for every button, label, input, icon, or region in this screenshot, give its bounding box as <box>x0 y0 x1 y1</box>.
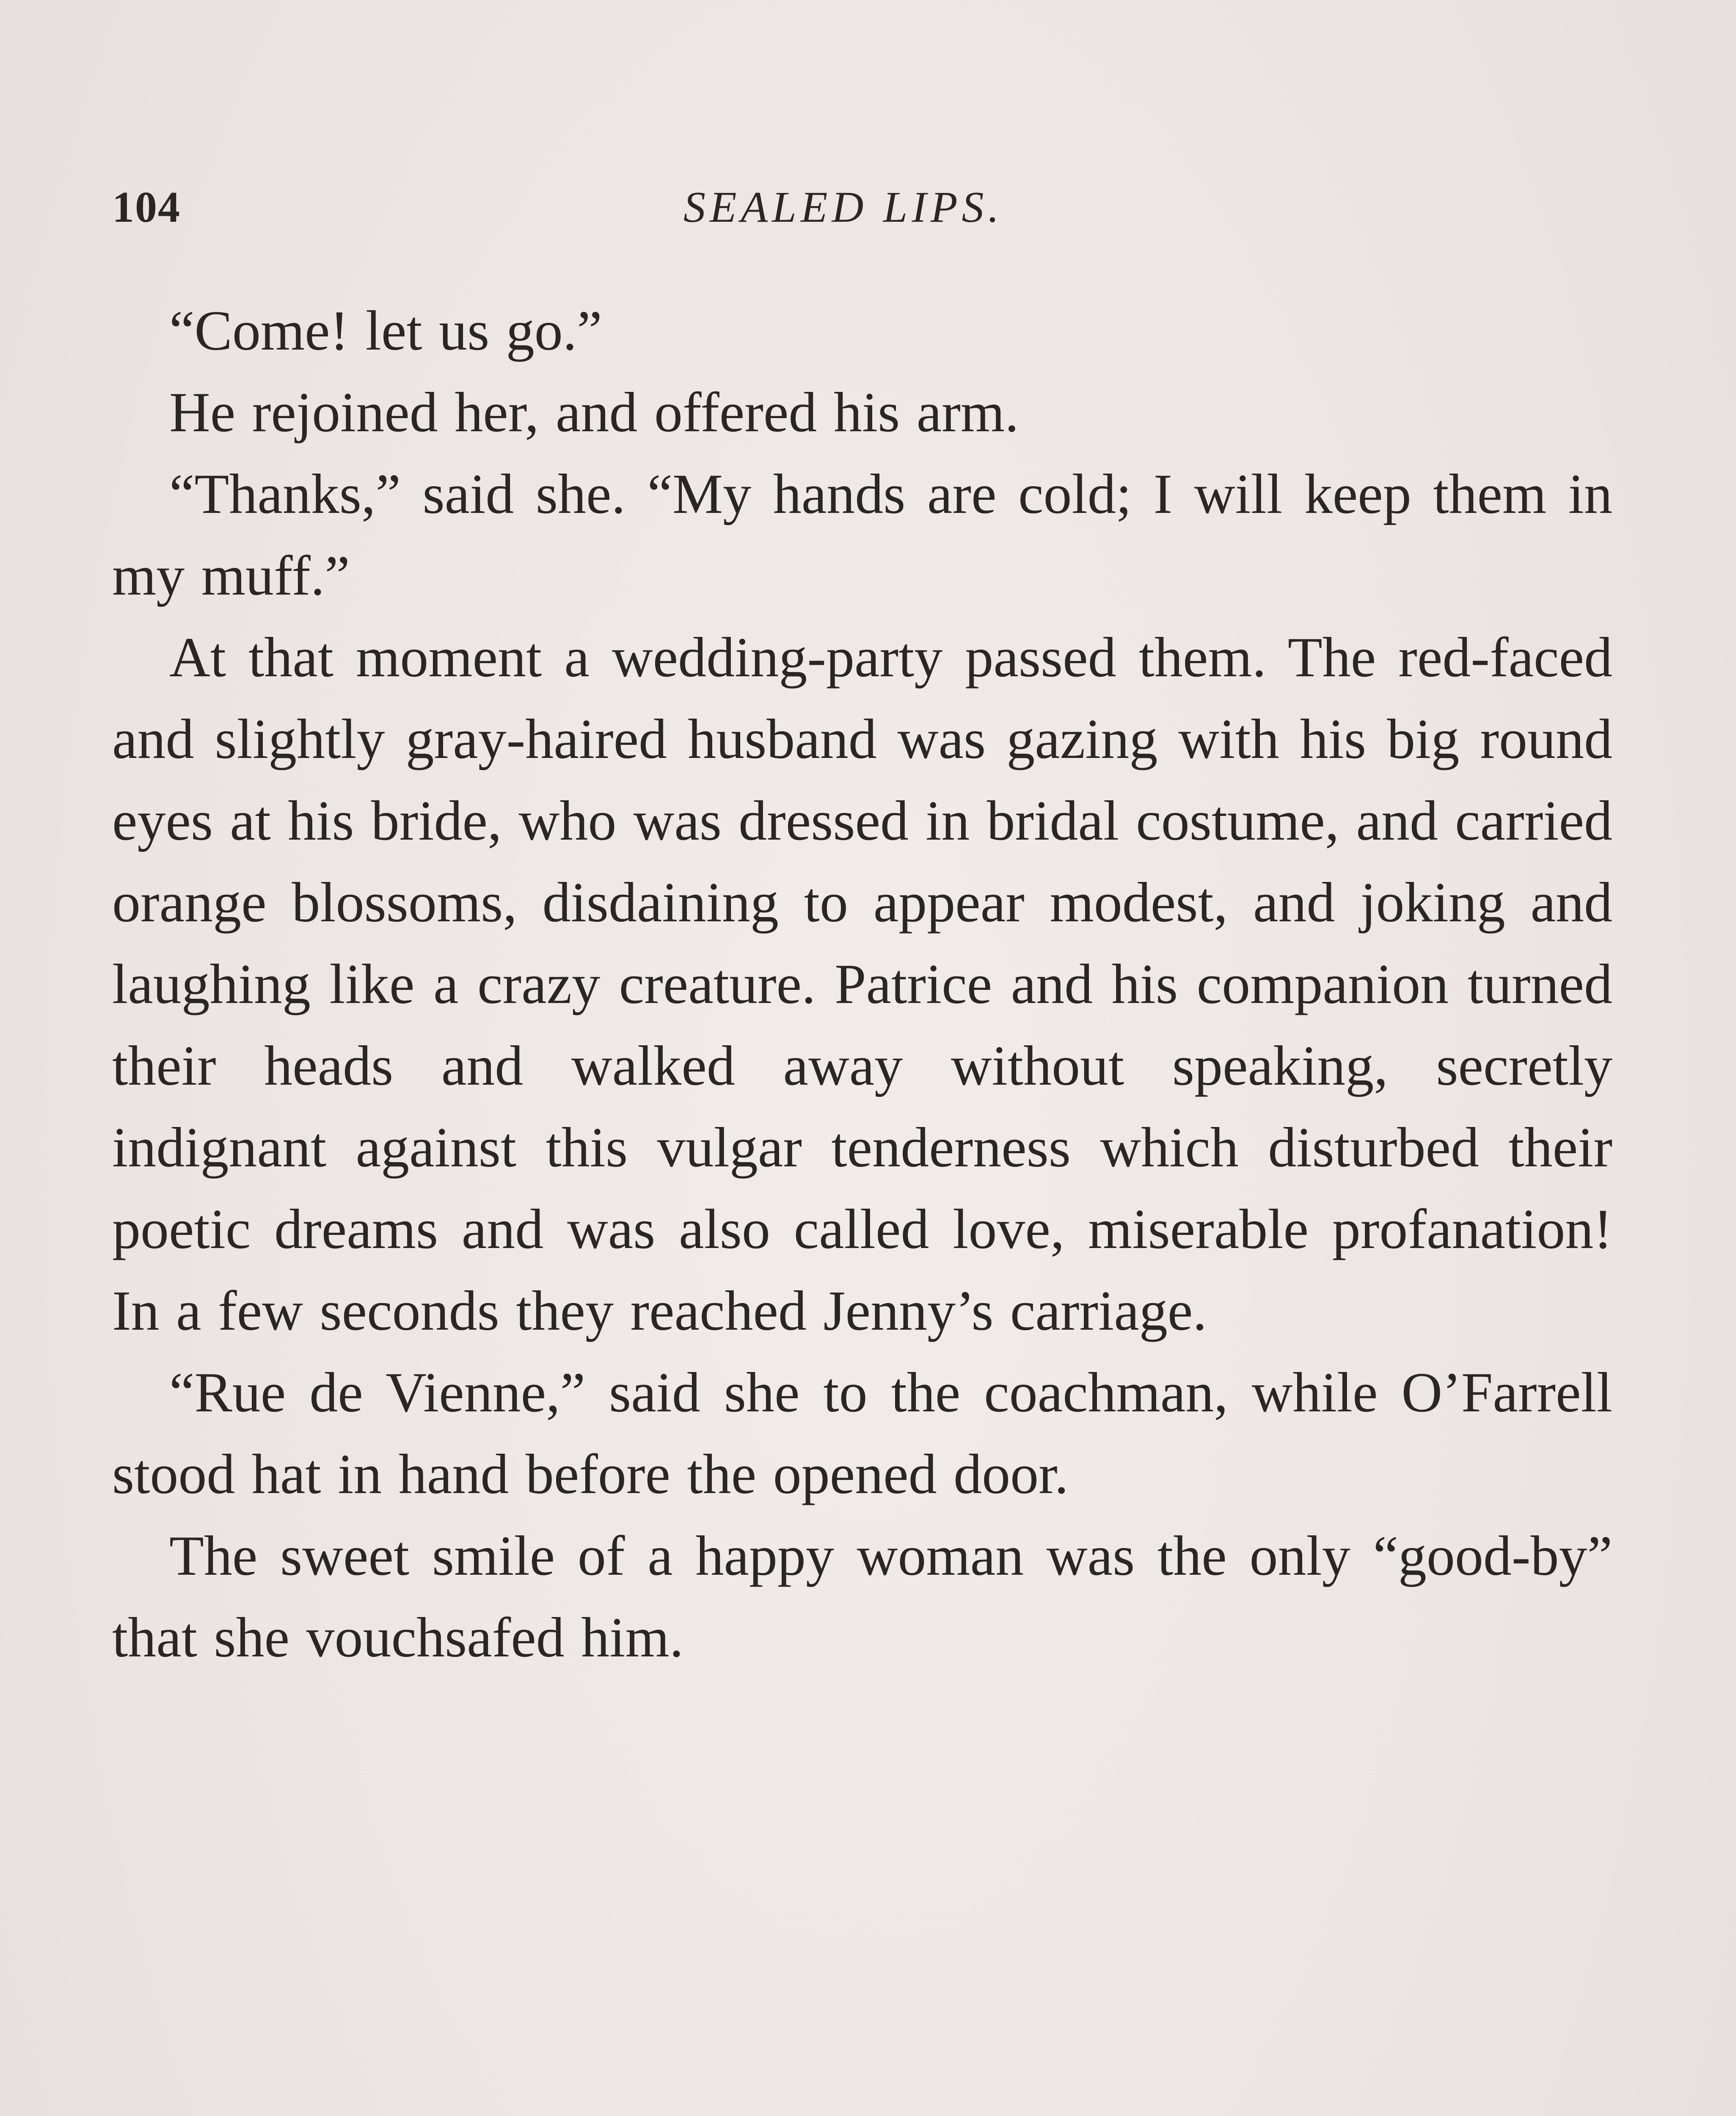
paragraph-4: At that moment a wedding-party passed them. The red-faced and slightly gray-haired husband was gazing with his big round eyes at his bride, who was dressed in bridal costume, and carried orange blossoms, disdaining to appear modest, and joking and laughing like a crazy creature. Patrice and his companion turned their heads and walked away without speaking, secretly indignant against this vulgar tenderness which disturbed their poetic dreams and was also called love, miserable profanation! In a few seconds they reached Jenny’s carriage. <box>112 626 1612 1342</box>
paragraph-2: He rejoined her, and offered his arm. <box>169 381 1019 444</box>
paragraph-3: “Thanks,” said she. “My hands are cold; I will keep them in my muff.” <box>112 463 1612 607</box>
paragraph-5: “Rue de Vienne,” said she to the coachman, while O’Farrell stood hat in hand before the opened door. <box>112 1361 1612 1505</box>
page-number: 104 <box>112 183 181 231</box>
running-head: SEALED LIPS. <box>683 183 1003 231</box>
page-header <box>112 182 1621 250</box>
body-text <box>112 290 1612 1678</box>
paragraph-6: The sweet smile of a happy woman was the only “good-by” that she vouchsafed him. <box>112 1524 1612 1669</box>
paragraph-1: “Come! let us go.” <box>169 299 602 362</box>
